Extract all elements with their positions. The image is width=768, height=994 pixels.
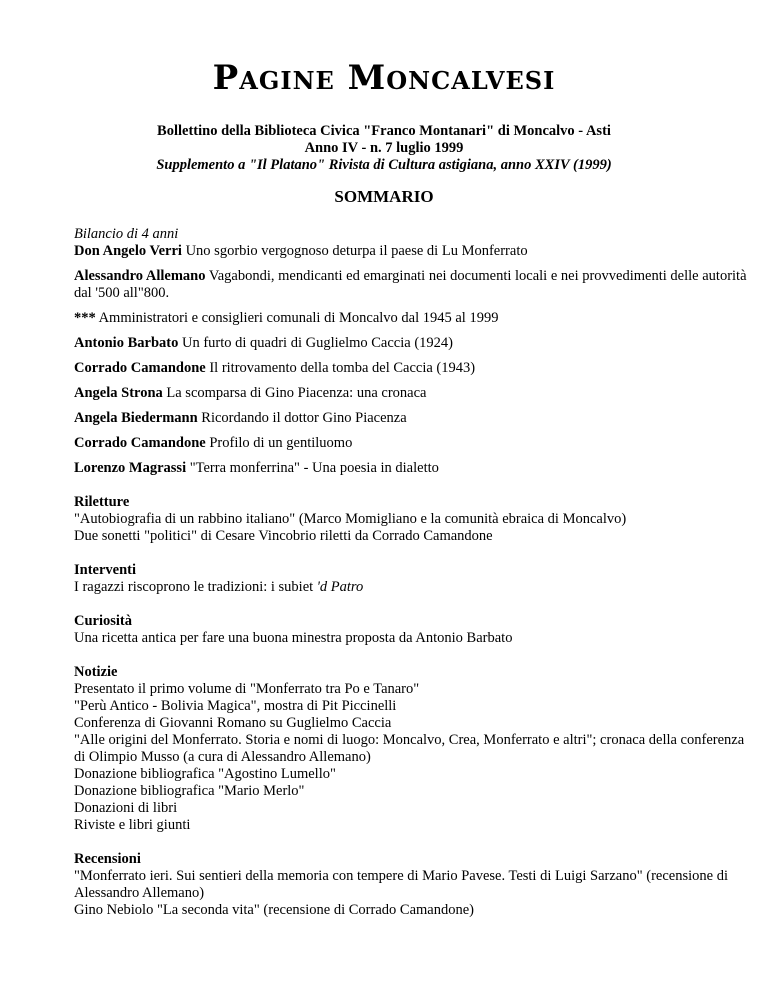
section-title: Notizie (74, 664, 118, 680)
section-curiosita (74, 613, 754, 647)
article-entry (74, 243, 754, 260)
masthead-title: Pagine Moncalvesi (212, 58, 556, 98)
article-entry (74, 335, 754, 352)
article-author: Angela Strona (74, 385, 163, 401)
section-interventi (74, 562, 754, 596)
section-riletture (74, 494, 754, 545)
table-of-contents (74, 226, 754, 919)
list-item: Conferenza di Giovanni Romano su Guglielmo Caccia (74, 715, 392, 731)
section-recensioni (74, 851, 754, 919)
section-notizie (74, 664, 754, 834)
article-entry (74, 410, 754, 427)
article-author: Lorenzo Magrassi (74, 460, 187, 476)
list-item: Gino Nebiolo "La seconda vita" (recensione di Corrado Camandone) (74, 902, 474, 918)
list-item: "Autobiografia di un rabbino italiano" (Marco Momigliano e la comunità ebraica di Moncalvo) (74, 511, 627, 527)
list-item: Una ricetta antica per fare una buona minestra proposta da Antonio Barbato (74, 630, 513, 646)
intro-entry: Bilancio di 4 anni (74, 226, 179, 242)
article-entry (74, 360, 754, 377)
list-item: Presentato il primo volume di "Monferrato tra Po e Tanaro" (74, 681, 420, 697)
article-title: Uno sgorbio vergognoso deturpa il paese di Lu Monferrato (185, 243, 528, 259)
article-entry (74, 385, 754, 402)
list-item: "Alle origini del Monferrato. Storia e nomi di luogo: Moncalvo, Crea, Monferrato e altri"; cronaca della conferenza di Olimpio Musso (a cura di Alessandro Allemano) (74, 732, 745, 765)
article-author: Angela Biedermann (74, 410, 198, 426)
list-item: "Perù Antico - Bolivia Magica", mostra di Pit Piccinelli (74, 698, 397, 714)
list-item: Donazione bibliografica "Mario Merlo" (74, 783, 305, 799)
supplement-line: Supplemento a "Il Platano" Rivista di Cultura astigiana, anno XXIV (1999) (156, 157, 612, 173)
article-entry (74, 460, 754, 477)
article-entry (74, 268, 754, 302)
list-item: Donazioni di libri (74, 800, 178, 816)
article-author: Antonio Barbato (74, 335, 179, 351)
article-author: Don Angelo Verri (74, 243, 182, 259)
list-item (74, 579, 754, 596)
sommario-heading: SOMMARIO (334, 187, 434, 206)
article-title: Un furto di quadri di Guglielmo Caccia (1924) (181, 335, 453, 351)
article-title: Il ritrovamento della tomba del Caccia (1943) (209, 360, 476, 376)
article-author: Alessandro Allemano (74, 268, 206, 284)
article-author: *** (74, 310, 96, 326)
section-title: Interventi (74, 562, 137, 578)
list-item: "Monferrato ieri. Sui sentieri della memoria con tempere di Mario Pavese. Testi di Luigi Sarzano" (recensione di Alessandro Allemano) (74, 868, 728, 901)
list-item-italic: 'd Patro (316, 579, 364, 595)
article-title: Profilo di un gentiluomo (209, 435, 353, 451)
article-title: "Terra monferrina" - Una poesia in dialetto (189, 460, 439, 476)
article-title: Vagabondi, mendicanti ed emarginati nei documenti locali e nei provvedimenti delle autorità dal '500 all"800. (74, 268, 747, 301)
list-item: Riviste e libri giunti (74, 817, 191, 833)
article-author: Corrado Camandone (74, 360, 206, 376)
list-item-text: I ragazzi riscoprono le tradizioni: i subiet (74, 579, 317, 595)
article-entry (74, 310, 754, 327)
section-title: Riletture (74, 494, 130, 510)
article-entry (74, 435, 754, 452)
article-title: Amministratori e consiglieri comunali di Moncalvo dal 1945 al 1999 (98, 310, 499, 326)
section-title: Curiosità (74, 613, 132, 629)
section-title: Recensioni (74, 851, 141, 867)
article-author: Corrado Camandone (74, 435, 206, 451)
article-title: La scomparsa di Gino Piacenza: una cronaca (166, 385, 427, 401)
article-title: Ricordando il dottor Gino Piacenza (201, 410, 407, 426)
list-item: Due sonetti "politici" di Cesare Vincobrio riletti da Corrado Camandone (74, 528, 493, 544)
list-item: Donazione bibliografica "Agostino Lumello" (74, 766, 336, 782)
issue-line: Anno IV - n. 7 luglio 1999 (304, 140, 464, 156)
bulletin-subtitle: Bollettino della Biblioteca Civica "Franco Montanari" di Moncalvo - Asti (157, 123, 611, 139)
